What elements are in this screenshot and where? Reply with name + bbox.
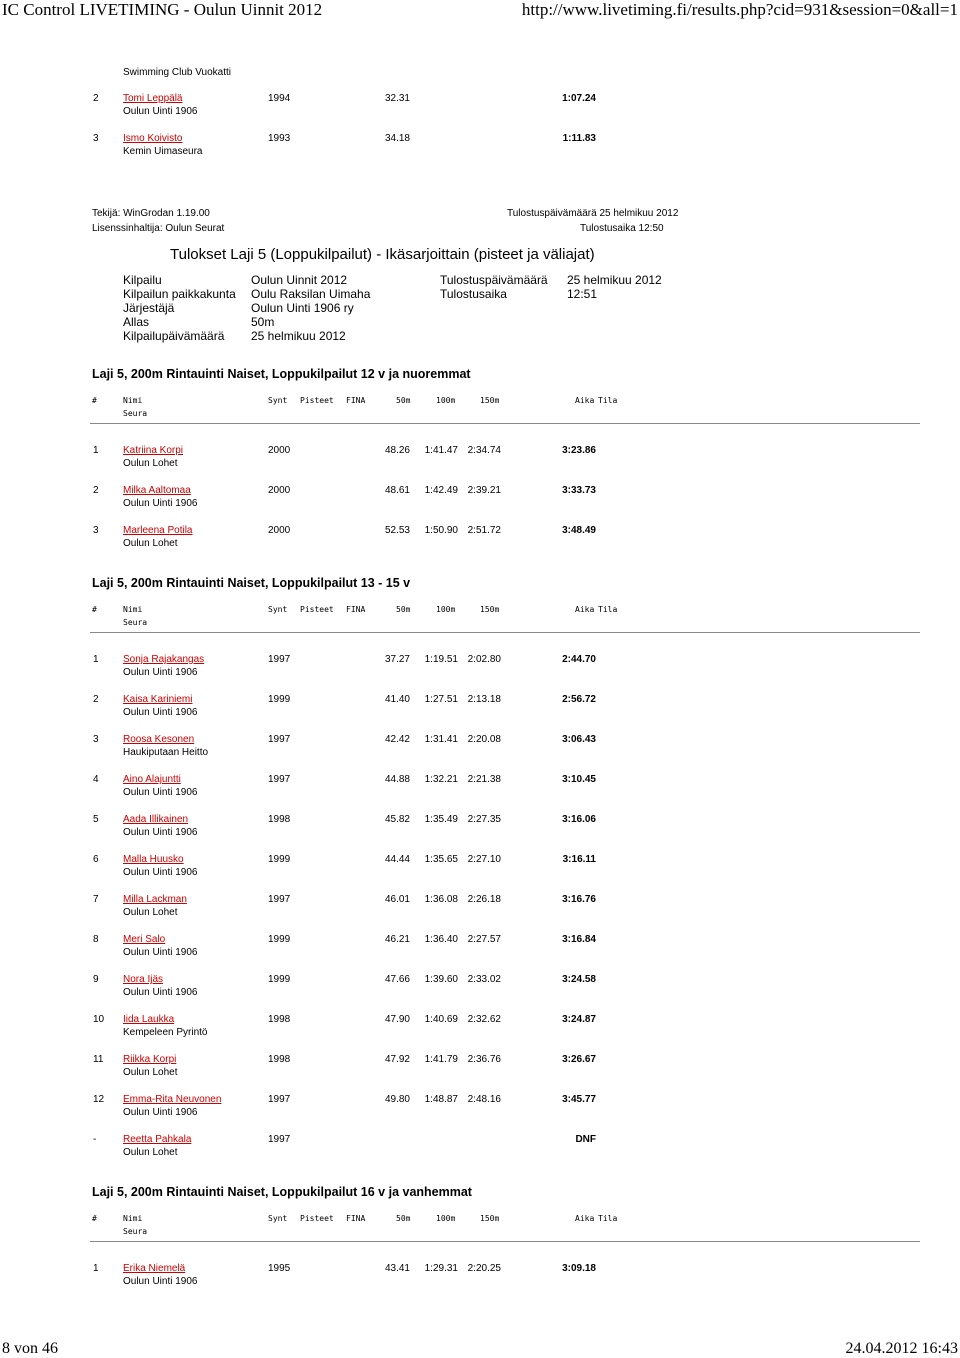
info-label: Kilpailu: [123, 273, 162, 287]
split-50m: 48.26: [384, 445, 410, 456]
split-150m: 2:34.74: [467, 445, 501, 456]
col-100m-header: 100m: [436, 396, 456, 405]
info-value: 50m: [251, 315, 275, 329]
split-150m: 2:27.35: [467, 814, 501, 825]
swimmer-name-link[interactable]: Erika Niemelä: [123, 1263, 186, 1274]
club-name: Oulun Lohet: [123, 907, 178, 918]
col-time-header: Aika: [575, 605, 595, 614]
club-name: Kempeleen Pyrintö: [123, 1027, 208, 1038]
club-name: Oulun Lohet: [123, 458, 178, 469]
swimmer-name-link[interactable]: Iida Laukka: [123, 1014, 175, 1025]
col-name-header: Nimi: [123, 396, 143, 405]
info-label: Tulostuspäivämäärä: [440, 273, 548, 287]
col-points-header: Pisteet: [300, 1214, 334, 1223]
split-50m: 46.21: [384, 934, 410, 945]
swimmer-name-link[interactable]: Meri Salo: [123, 934, 166, 945]
split-100m: 1:29.31: [424, 1263, 458, 1274]
col-rank-header: #: [92, 1214, 97, 1223]
section-heading: Laji 5, 200m Rintauinti Naiset, Loppukilpailut 12 v ja nuoremmat: [92, 367, 471, 381]
split-50m: 44.88: [384, 774, 410, 785]
rank: 9: [93, 974, 99, 985]
split-150m: 2:33.02: [467, 974, 501, 985]
birth-year: 2000: [268, 485, 291, 496]
birth-year: 1998: [268, 1014, 291, 1025]
swimmer-name-link[interactable]: Kaisa Kariniemi: [123, 694, 193, 705]
col-status-header: Tila: [598, 1214, 618, 1223]
club-name: Haukiputaan Heitto: [123, 747, 209, 758]
birth-year: 1997: [268, 1094, 291, 1105]
club-name: Oulun Uinti 1906: [123, 867, 198, 878]
header-rule: [90, 423, 920, 424]
final-time: 3:10.45: [562, 774, 596, 785]
club-name: Oulun Lohet: [123, 1147, 178, 1158]
rank: 1: [93, 445, 99, 456]
birth-year: 1995: [268, 1263, 291, 1274]
page-counter: 8 von 46: [2, 1340, 58, 1357]
birth-year: 1999: [268, 854, 291, 865]
club-name: Oulun Uinti 1906: [123, 1276, 198, 1287]
final-time: 1:07.24: [562, 93, 596, 104]
rank: 2: [93, 694, 99, 705]
col-rank-header: #: [92, 396, 97, 405]
col-name-header: Nimi: [123, 1214, 143, 1223]
split-150m: 2:32.62: [467, 1014, 501, 1025]
club-name: Oulun Lohet: [123, 1067, 178, 1078]
final-time: 3:24.87: [562, 1014, 596, 1025]
info-value: Oulun Uinnit 2012: [251, 273, 348, 287]
swimmer-name-link[interactable]: Ismo Koivisto: [123, 133, 183, 144]
club-name: Oulun Uinti 1906: [123, 1107, 198, 1118]
swimmer-name-link[interactable]: Tomi Leppälä: [123, 93, 183, 104]
swimmer-name-link[interactable]: Roosa Kesonen: [123, 734, 195, 745]
col-club-header: Seura: [123, 1227, 148, 1236]
final-time: 3:48.49: [562, 525, 596, 536]
swimmer-name-link[interactable]: Aino Alajuntti: [123, 774, 181, 785]
swimmer-name-link[interactable]: Katriina Korpi: [123, 445, 184, 456]
split-100m: 1:19.51: [424, 654, 458, 665]
col-name-header: Nimi: [123, 605, 143, 614]
split-150m: 2:26.18: [467, 894, 501, 905]
split-50m: 48.61: [384, 485, 410, 496]
col-100m-header: 100m: [436, 605, 456, 614]
final-time: 2:44.70: [562, 654, 596, 665]
info-label: Allas: [123, 315, 150, 329]
split-100m: 1:32.21: [424, 774, 458, 785]
final-time: 3:09.18: [562, 1263, 596, 1274]
club-name: Oulun Uinti 1906: [123, 707, 198, 718]
results-title: Tulokset Laji 5 (Loppukilpailut) - Ikäsarjoittain (pisteet ja väliajat): [170, 246, 595, 263]
birth-year: 1997: [268, 1134, 291, 1145]
info-value: Oulun Uinti 1906 ry: [251, 301, 354, 315]
print-datetime: 24.04.2012 16:43: [845, 1340, 958, 1357]
birth-year: 1998: [268, 814, 291, 825]
birth-year: 1997: [268, 734, 291, 745]
split-150m: 2:51.72: [467, 525, 501, 536]
rank: 10: [93, 1014, 105, 1025]
col-status-header: Tila: [598, 396, 618, 405]
split-150m: 2:20.25: [467, 1263, 501, 1274]
col-150m-header: 150m: [480, 605, 500, 614]
club-line: Swimming Club Vuokatti: [123, 67, 232, 78]
col-year-header: Synt: [268, 605, 288, 614]
swimmer-name-link[interactable]: Riikka Korpi: [123, 1054, 177, 1065]
split-150m: 2:21.38: [467, 774, 501, 785]
col-fina-header: FINA: [346, 1214, 366, 1223]
split-150m: 2:02.80: [467, 654, 501, 665]
col-150m-header: 150m: [480, 1214, 500, 1223]
club-name: Oulun Uinti 1906: [123, 827, 198, 838]
split-50m: 44.44: [384, 854, 410, 865]
birth-year: 1999: [268, 974, 291, 985]
swimmer-name-link[interactable]: Nora Ijäs: [123, 974, 164, 985]
club-name: Oulun Uinti 1906: [123, 667, 198, 678]
split-50m: 32.31: [384, 93, 410, 104]
final-time: 1:11.83: [562, 133, 596, 144]
split-50m: 47.92: [384, 1054, 410, 1065]
col-year-header: Synt: [268, 1214, 288, 1223]
rank: 8: [93, 934, 99, 945]
split-150m: 2:27.10: [467, 854, 501, 865]
rank: 6: [93, 854, 99, 865]
split-50m: 47.66: [384, 974, 410, 985]
info-label: Kilpailupäivämäärä: [123, 329, 225, 343]
split-50m: 52.53: [384, 525, 410, 536]
final-time: 3:23.86: [562, 445, 596, 456]
birth-year: 1993: [268, 133, 291, 144]
split-150m: 2:39.21: [467, 485, 501, 496]
club-name: Oulun Uinti 1906: [123, 947, 198, 958]
browser-footer: [0, 1340, 960, 1358]
final-time: 3:26.67: [562, 1054, 596, 1065]
birth-year: 1999: [268, 694, 291, 705]
split-100m: 1:27.51: [424, 694, 458, 705]
swimmer-name-link[interactable]: Milka Aaltomaa: [123, 485, 191, 496]
info-label: Kilpailun paikkakunta: [123, 287, 236, 301]
birth-year: 1997: [268, 774, 291, 785]
split-50m: 41.40: [384, 694, 410, 705]
final-time: 3:33.73: [562, 485, 596, 496]
split-150m: 2:27.57: [467, 934, 501, 945]
club-name: Oulun Uinti 1906: [123, 987, 198, 998]
col-club-header: Seura: [123, 618, 148, 627]
split-100m: 1:36.08: [424, 894, 458, 905]
rank: 1: [93, 1263, 99, 1274]
swimmer-name-link[interactable]: Milla Lackman: [123, 894, 187, 905]
rank: 3: [93, 133, 99, 144]
info-value: 25 helmikuu 2012: [567, 273, 662, 287]
birth-year: 1997: [268, 654, 291, 665]
club-name: Oulun Uinti 1906: [123, 498, 198, 509]
final-time: 3:24.58: [562, 974, 596, 985]
split-150m: 2:20.08: [467, 734, 501, 745]
page-url[interactable]: http://www.livetiming.fi/results.php?cid=931&session=0&all=1: [521, 0, 958, 19]
split-100m: 1:48.87: [424, 1094, 458, 1105]
split-50m: 37.27: [384, 654, 410, 665]
swimmer-name-link[interactable]: Emma-Rita Neuvonen: [123, 1094, 222, 1105]
page-window-title: IC Control LIVETIMING - Oulun Uinnit 2012: [2, 0, 323, 19]
info-label: Tulostusaika: [440, 287, 507, 301]
split-100m: 1:42.49: [424, 485, 458, 496]
split-150m: 2:36.76: [467, 1054, 501, 1065]
rank: 3: [93, 734, 99, 745]
rank: -: [93, 1134, 97, 1145]
col-50m-header: 50m: [396, 605, 411, 614]
birth-year: 1997: [268, 894, 291, 905]
split-100m: 1:40.69: [424, 1014, 458, 1025]
col-club-header: Seura: [123, 409, 148, 418]
split-100m: 1:50.90: [424, 525, 458, 536]
col-100m-header: 100m: [436, 1214, 456, 1223]
rank: 5: [93, 814, 99, 825]
rank: 4: [93, 774, 99, 785]
swimmer-name-link[interactable]: Aada Illikainen: [123, 814, 189, 825]
final-time: 3:16.06: [562, 814, 596, 825]
swimmer-name-link[interactable]: Marleena Potila: [123, 525, 193, 536]
rank: 12: [93, 1094, 105, 1105]
header-rule: [90, 1241, 920, 1242]
section-heading: Laji 5, 200m Rintauinti Naiset, Loppukilpailut 13 - 15 v: [92, 576, 411, 590]
final-time: 3:16.84: [562, 934, 596, 945]
split-100m: 1:31.41: [424, 734, 458, 745]
col-50m-header: 50m: [396, 1214, 411, 1223]
club-name: Kemin Uimaseura: [123, 146, 203, 157]
club-name: Oulun Uinti 1906: [123, 106, 198, 117]
split-100m: 1:41.47: [424, 445, 458, 456]
split-50m: 46.01: [384, 894, 410, 905]
col-status-header: Tila: [598, 605, 618, 614]
club-name: Oulun Uinti 1906: [123, 787, 198, 798]
col-points-header: Pisteet: [300, 605, 334, 614]
swimmer-name-link[interactable]: Malla Huusko: [123, 854, 184, 865]
rank: 2: [93, 93, 99, 104]
print-date-text: Tulostuspäivämäärä 25 helmikuu 2012: [507, 208, 679, 219]
final-time: DNF: [575, 1134, 596, 1145]
info-label: Järjestäjä: [123, 301, 175, 315]
licensee-text: Lisenssinhaltija: Oulun Seurat: [92, 223, 225, 234]
split-50m: 45.82: [384, 814, 410, 825]
col-time-header: Aika: [575, 1214, 595, 1223]
split-150m: 2:13.18: [467, 694, 501, 705]
browser-header: [0, 0, 960, 20]
final-time: 3:06.43: [562, 734, 596, 745]
split-50m: 47.90: [384, 1014, 410, 1025]
birth-year: 1999: [268, 934, 291, 945]
col-time-header: Aika: [575, 396, 595, 405]
split-50m: 43.41: [384, 1263, 410, 1274]
info-value: Oulu Raksilan Uimaha: [251, 287, 371, 301]
col-year-header: Synt: [268, 396, 288, 405]
club-name: Oulun Lohet: [123, 538, 178, 549]
maker-text: Tekijä: WinGrodan 1.19.00: [92, 208, 210, 219]
split-100m: 1:41.79: [424, 1054, 458, 1065]
split-100m: 1:35.49: [424, 814, 458, 825]
final-time: 3:16.76: [562, 894, 596, 905]
section-heading: Laji 5, 200m Rintauinti Naiset, Loppukilpailut 16 v ja vanhemmat: [92, 1185, 472, 1199]
birth-year: 2000: [268, 525, 291, 536]
rank: 7: [93, 894, 99, 905]
col-50m-header: 50m: [396, 396, 411, 405]
col-rank-header: #: [92, 605, 97, 614]
rank: 3: [93, 525, 99, 536]
rank: 2: [93, 485, 99, 496]
col-150m-header: 150m: [480, 396, 500, 405]
split-100m: 1:36.40: [424, 934, 458, 945]
rank: 11: [93, 1054, 104, 1065]
birth-year: 1998: [268, 1054, 291, 1065]
swimmer-name-link[interactable]: Reetta Pahkala: [123, 1134, 192, 1145]
split-50m: 34.18: [384, 133, 410, 144]
swimmer-name-link[interactable]: Sonja Rajakangas: [123, 654, 205, 665]
split-100m: 1:35.65: [424, 854, 458, 865]
final-time: 2:56.72: [562, 694, 596, 705]
rank: 1: [93, 654, 99, 665]
final-time: 3:16.11: [562, 854, 596, 865]
birth-year: 1994: [268, 93, 291, 104]
split-150m: 2:48.16: [467, 1094, 501, 1105]
col-fina-header: FINA: [346, 605, 366, 614]
birth-year: 2000: [268, 445, 291, 456]
split-50m: 49.80: [384, 1094, 410, 1105]
info-value: 12:51: [567, 287, 598, 301]
info-value: 25 helmikuu 2012: [251, 329, 346, 343]
col-points-header: Pisteet: [300, 396, 334, 405]
header-rule: [90, 632, 920, 633]
col-fina-header: FINA: [346, 396, 366, 405]
split-50m: 42.42: [384, 734, 410, 745]
split-100m: 1:39.60: [424, 974, 458, 985]
final-time: 3:45.77: [562, 1094, 596, 1105]
print-time-text: Tulostusaika 12:50: [580, 223, 664, 234]
